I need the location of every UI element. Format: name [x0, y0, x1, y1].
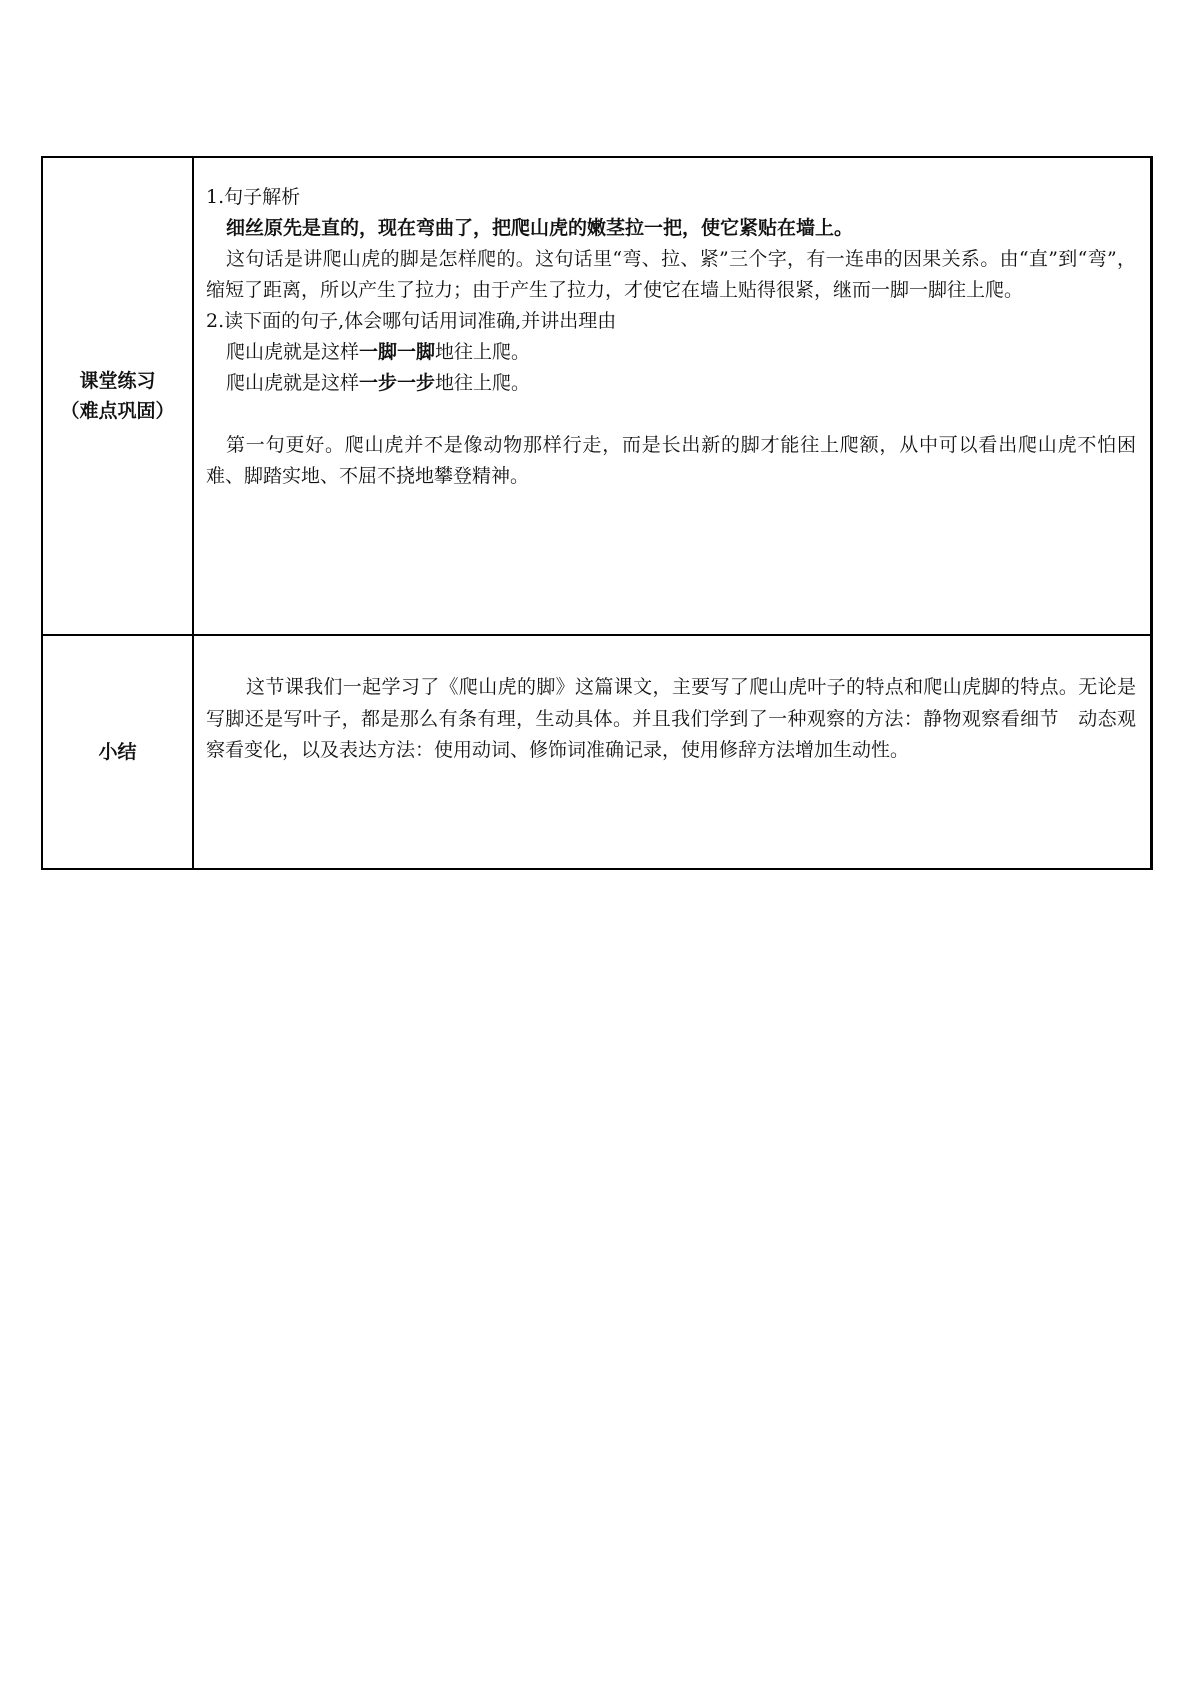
lesson-plan-table	[41, 156, 1153, 870]
section-heading: 1.句子解析	[206, 186, 301, 208]
label-line: （难点巩固）	[60, 400, 175, 422]
table-row	[42, 157, 1152, 635]
row-label-summary: 小结	[42, 635, 193, 869]
practice-content	[193, 157, 1152, 635]
section-heading: 2.读下面的句子,体会哪句话用词准确,并讲出理由	[206, 310, 617, 332]
sentence-text: 爬山虎就是这样	[226, 341, 360, 363]
row-label-practice	[42, 157, 193, 635]
example-sentence	[206, 337, 1136, 368]
sentence-text: 地往上爬。	[435, 341, 531, 363]
table-row	[42, 635, 1152, 869]
sentence-text: 爬山虎就是这样	[226, 372, 360, 394]
summary-paragraph: 这节课我们一起学习了《爬山虎的脚》这篇课文，主要写了爬山虎叶子的特点和爬山虎脚的特点。无论是写脚还是写叶子，都是那么有条有理，生动具体。并且我们学到了一种观察的方法：静物观察看细节 动态观察看变化，以及表达方法：使用动词、修饰词准确记录，使用修辞方法增加生动性。	[206, 676, 1136, 761]
example-sentence	[206, 368, 1136, 399]
sentence-emphasis: 一步一步	[359, 372, 436, 394]
summary-content	[193, 635, 1152, 869]
sentence-text: 地往上爬。	[435, 372, 531, 394]
spacer	[206, 399, 1136, 430]
explanation-paragraph: 这句话是讲爬山虎的脚是怎样爬的。这句话里“弯、拉、紧”三个字，有一连串的因果关系。由“直”到“弯”，缩短了距离，所以产生了拉力；由于产生了拉力，才使它在墙上贴得很紧，继而一脚一脚往上爬。	[206, 248, 1136, 301]
label-line: 课堂练习	[79, 370, 156, 392]
bold-sentence: 细丝原先是直的，现在弯曲了，把爬山虎的嫩茎拉一把，使它紧贴在墙上。	[226, 217, 854, 239]
sentence-emphasis: 一脚一脚	[359, 341, 436, 363]
answer-paragraph: 第一句更好。爬山虎并不是像动物那样行走，而是长出新的脚才能往上爬额，从中可以看出爬山虎不怕困难、脚踏实地、不屈不挠地攀登精神。	[206, 434, 1136, 487]
